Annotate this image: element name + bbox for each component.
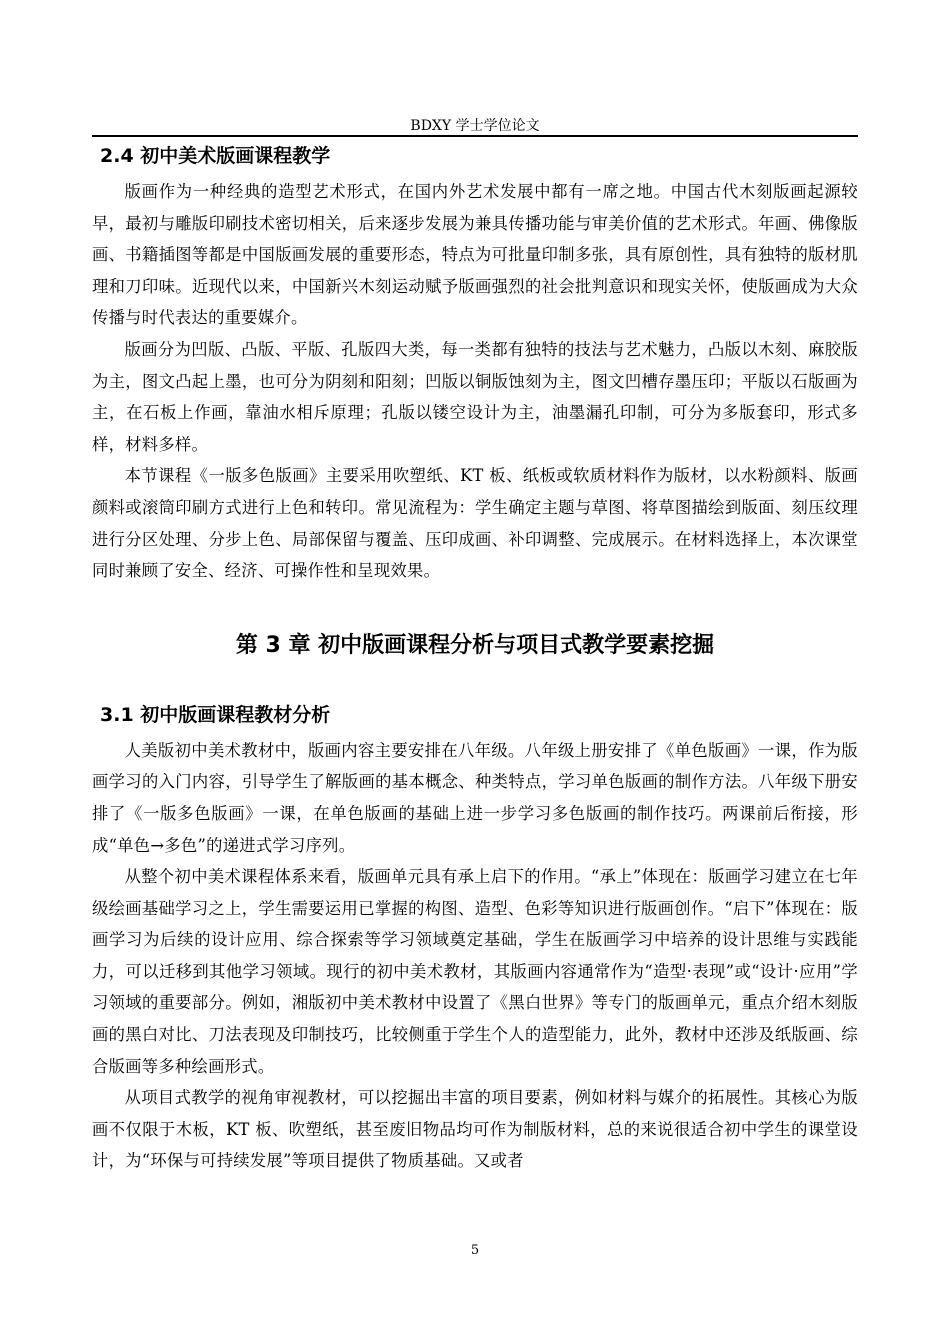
section-heading-3-1: 3.1 初中版画课程教材分析 bbox=[100, 703, 331, 726]
header-rule bbox=[92, 135, 858, 137]
paragraph: 版画作为一种经典的造型艺术形式，在国内外艺术发展中都有一席之地。中国古代木刻版画起源较早，最初与雕版印刷技术密切相关，后来逐步发展为兼具传播功能与审美价值的艺术形式。年画、佛像版画、书籍插图等都是中国版画发展的重要形态，特点为可批量印制多张，具有原创性，具有独特的版材肌理和刀印味。近现代以来，中国新兴木刻运动赋予版画强烈的社会批判意识和现实关怀，使版画成为大众传播与时代表达的重要媒介。 bbox=[92, 182, 858, 328]
section-heading-2-4: 2.4 初中美术版画课程教学 bbox=[100, 145, 331, 167]
paragraph: 本节课程《一版多色版画》主要采用吹塑纸、KT 板、纸板或软质材料作为版材，以水粉颜料、版画颜料或滚筒印刷方式进行上色和转印。常见流程为：学生确定主题与草图、将草图描绘到版面、刻压纹理进行分区处理、分步上色、局部保留与覆盖、压印成画、补印调整、完成展示。在材料选择上，本次课堂同时兼顾了安全、经济、可操作性和呈现效果。 bbox=[92, 466, 858, 581]
paragraph: 从项目式教学的视角审视教材，可以挖掘出丰富的项目要素，例如材料与媒介的拓展性。其核心为版画不仅限于木板，KT 板、吹塑纸，甚至废旧物品均可作为制版材料，总的来说很适合初中学生的课堂设计，为“环保与可持续发展”等项目提供了物质基础。又或者 bbox=[92, 1088, 858, 1171]
paragraph: 从整个初中美术课程体系来看，版画单元具有承上启下的作用。“承上”体现在：版画学习建立在七年级绘画基础学习之上，学生需要运用已掌握的构图、造型、色彩等知识进行版画创作。“启下”体现在：版画学习为后续的设计应用、综合探索等学习领域奠定基础，学生在版画学习中培养的设计思维与实践能力，可以迁移到其他学习领域。现行的初中美术教材，其版画内容通常作为“造型·表现”或“设计·应用”学习领域的重要部分。例如，湘版初中美术教材中设置了《黑白世界》等专门的版画单元，重点介绍木刻版画的黑白对比、刀法表现及印制技巧，比较侧重于学生个人的造型能力，此外，教材中还涉及纸版画、综合版画等多种绘画形式。 bbox=[92, 867, 858, 1076]
running-header: BDXY 学士学位论文 bbox=[410, 118, 540, 134]
chapter-heading-3: 第 3 章 初中版画课程分析与项目式教学要素挖掘 bbox=[235, 632, 715, 658]
page-number: 5 bbox=[470, 1243, 480, 1258]
paragraph: 版画分为凹版、凸版、平版、孔版四大类，每一类都有独特的技法与艺术魅力，凸版以木刻、麻胶版为主，图文凸起上墨，也可分为阴刻和阳刻；凹版以铜版蚀刻为主，图文凹槽存墨压印；平版以石版画为主，在石板上作画，靠油水相斥原理；孔版以镂空设计为主，油墨漏孔印制，可分为多版套印，形式多样，材料多样。 bbox=[92, 339, 858, 454]
page-content bbox=[92, 140, 858, 1177]
paragraph: 人美版初中美术教材中，版画内容主要安排在八年级。八年级上册安排了《单色版画》一课，作为版画学习的入门内容，引导学生了解版画的基本概念、种类特点，学习单色版画的制作方法。八年级下册安排了《一版多色版画》一课，在单色版画的基础上进一步学习多色版画的制作技巧。两课前后衔接，形成“单色→多色”的递进式学习序列。 bbox=[92, 740, 858, 855]
